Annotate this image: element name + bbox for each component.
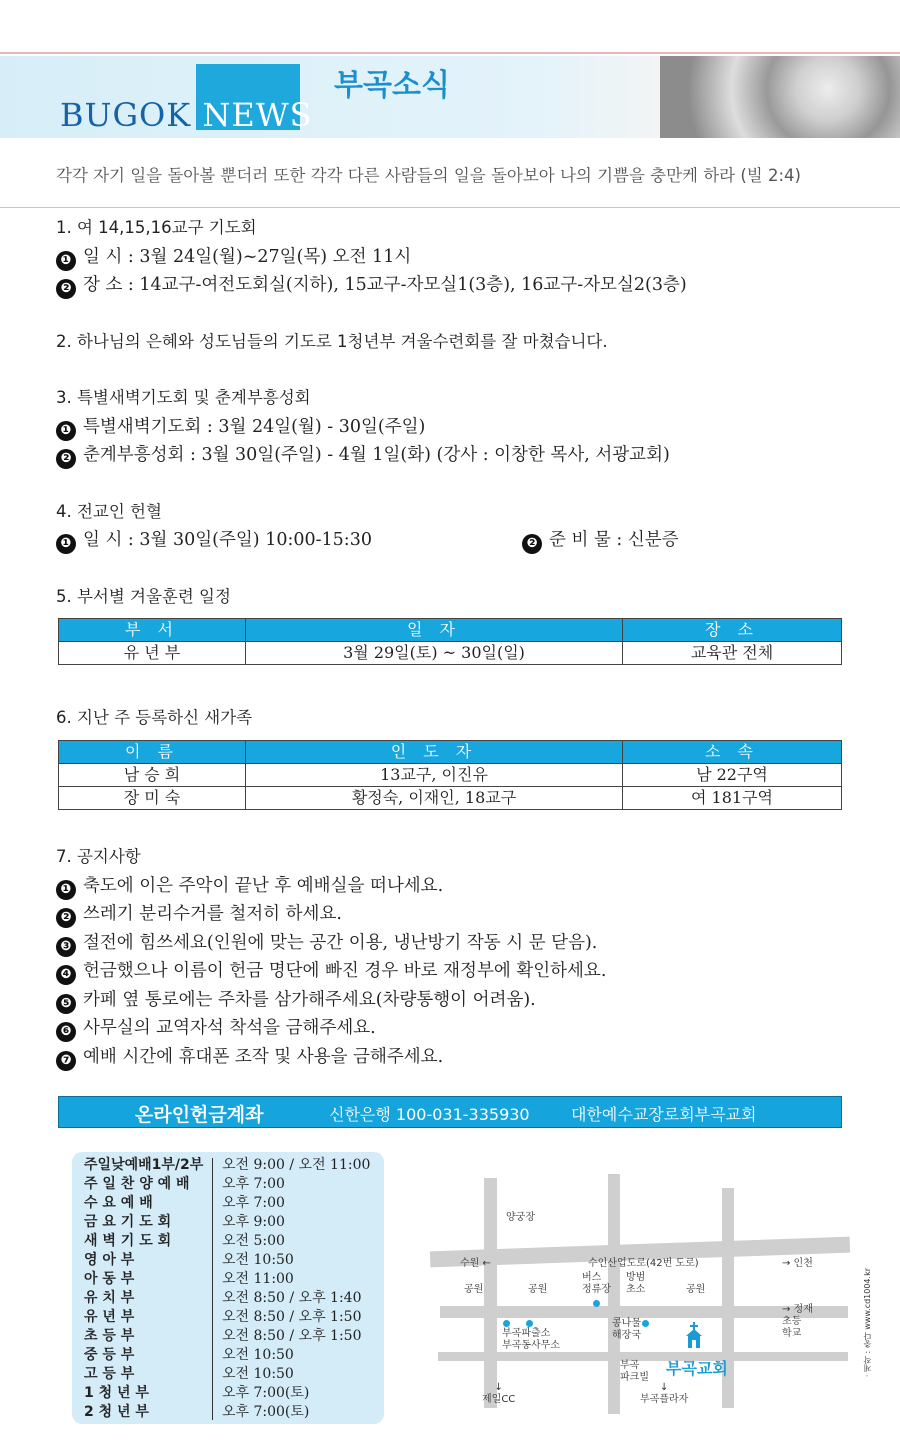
table-row — [59, 787, 842, 810]
table-cell: 남 승 희 — [59, 764, 246, 787]
number-3-icon: ❸ — [56, 937, 76, 957]
notice-item — [56, 1014, 856, 1043]
section-5-title: 5. 부서별 겨울훈련 일정 — [56, 586, 231, 606]
section-3-dawn-prayer: 특별새벽기도회 : 3월 24일(월) - 30일(주일) — [83, 416, 426, 437]
schedule-name: 아 동 부 — [84, 1271, 135, 1287]
schedule-time: 오전 9:00 / 오전 11:00 — [222, 1157, 371, 1173]
map-label: → 인천 — [782, 1258, 813, 1269]
notice-text: 예배 시간에 휴대폰 조작 및 사용을 금해주세요. — [83, 1046, 444, 1067]
table-cell: 13교구, 이진유 — [246, 764, 623, 787]
notice-item — [56, 929, 856, 958]
bank-account: 신한은행 100-031-335930 — [329, 1105, 530, 1124]
number-2-icon: ❷ — [56, 449, 76, 469]
schedule-time: 오전 10:50 — [222, 1366, 294, 1382]
online-offering-banner — [58, 1096, 842, 1128]
schedule-time: 오전 10:50 — [222, 1347, 294, 1363]
logo-news: NEWS — [202, 96, 313, 134]
schedule-name: 1 청 년 부 — [84, 1385, 149, 1401]
table-row — [59, 764, 842, 787]
section-1-date: 일 시 : 3월 24일(월)~27일(목) 오전 11시 — [83, 246, 412, 267]
table-header: 소 속 — [623, 741, 842, 764]
account-holder: 대한예수교장로회부곡교회 — [571, 1105, 757, 1124]
notice-item — [56, 957, 856, 986]
table-header: 인 도 자 — [246, 741, 623, 764]
table-header: 장 소 — [623, 619, 842, 642]
table-cell: 유 년 부 — [59, 642, 246, 665]
schedule-name: 초 등 부 — [84, 1328, 135, 1344]
table-cell: 남 22구역 — [623, 764, 842, 787]
number-1-icon: ❶ — [56, 421, 76, 441]
table-cell: 3월 29일(토) ~ 30일(일) — [246, 642, 623, 665]
map-label: → 정재 초등 학교 — [782, 1304, 813, 1339]
map-label: 콩나물 해장국 — [612, 1318, 641, 1341]
schedule-name: 유 년 부 — [84, 1309, 135, 1325]
page-title: 부곡소식 — [334, 68, 450, 103]
schedule-name: 영 아 부 — [84, 1252, 135, 1268]
table-header: 일 자 — [246, 619, 623, 642]
schedule-name: 주 일 찬 양 예 배 — [84, 1176, 190, 1192]
online-offering-label: 온라인헌금계좌 — [135, 1104, 264, 1126]
section-4-prep — [522, 526, 679, 555]
schedule-name: 금 요 기 도 회 — [84, 1214, 172, 1230]
bible-verse: 각각 자기 일을 돌아볼 뿐더러 또한 각각 다른 사람들의 일을 돌아보아 나의 기쁨을 충만케 하라 (빌 2:4) — [56, 166, 801, 185]
map-label: 버스 정류장 — [582, 1272, 611, 1295]
schedule-name: 주일낮예배1부/2부 — [84, 1157, 204, 1173]
news-content — [56, 214, 856, 611]
section-3-line-2 — [56, 441, 856, 470]
map-road — [484, 1178, 497, 1408]
map-label: 부곡 파크빌 — [620, 1360, 649, 1383]
church-icon — [684, 1322, 704, 1348]
map-label: 공원 — [464, 1284, 484, 1295]
section-1-place: 장 소 : 14교구-여전도회실(지하), 15교구-자모실1(3층), 16교구-자모실2(3층) — [83, 275, 687, 295]
location-map — [430, 1174, 860, 1424]
notice-item — [56, 872, 856, 901]
table-header: 이 름 — [59, 741, 246, 764]
notice-text: 사무실의 교역자석 착석을 금해주세요. — [83, 1018, 376, 1038]
section-7 — [56, 843, 856, 1071]
map-marker-icon — [593, 1300, 600, 1307]
schedule-time: 오전 8:50 / 오후 1:40 — [222, 1290, 362, 1306]
section-4-line — [56, 526, 856, 555]
notice-item — [56, 986, 856, 1015]
map-label: 양궁장 — [506, 1212, 535, 1223]
section-7-title: 7. 공지사항 — [56, 847, 141, 866]
notice-text: 카페 옆 통로에는 주차를 삼가해주세요(차량통행이 어려움). — [83, 989, 536, 1010]
section-4-date: 일 시 : 3월 30일(주일) 10:00-15:30 — [83, 530, 372, 550]
header-divider — [0, 207, 900, 208]
table-cell: 황정숙, 이재인, 18교구 — [246, 787, 623, 810]
schedule-time: 오후 7:00 — [222, 1176, 285, 1192]
map-label: 수인산업도로(42번 도로) — [588, 1258, 699, 1269]
logo — [60, 96, 313, 134]
table-row — [59, 642, 842, 665]
schedule-name: 새 벽 기 도 회 — [84, 1233, 172, 1249]
schedule-time: 오후 7:00(토) — [222, 1404, 310, 1420]
number-2-icon: ❷ — [522, 534, 542, 554]
schedule-name: 중 등 부 — [84, 1347, 135, 1363]
schedule-name: 고 등 부 — [84, 1366, 135, 1382]
map-label: 수원 ← — [460, 1258, 491, 1269]
church-name: 부곡교회 — [666, 1359, 728, 1378]
number-1-icon: ❶ — [56, 534, 76, 554]
table-header: 부 서 — [59, 619, 246, 642]
map-label: ↓ 부곡플라자 — [640, 1382, 689, 1405]
notice-text: 헌금했으나 이름이 헌금 명단에 빠진 경우 바로 재정부에 확인하세요. — [83, 961, 607, 981]
map-label: ↓ 제일CC — [482, 1382, 516, 1405]
schedule-time: 오전 5:00 — [222, 1233, 285, 1249]
table-cell: 교육관 전체 — [623, 642, 842, 665]
schedule-name: 수 요 예 배 — [84, 1195, 153, 1211]
schedule-divider — [212, 1158, 213, 1420]
header-photo — [660, 56, 900, 138]
section-4-items: 준 비 물 : 신분증 — [549, 530, 679, 550]
number-7-icon: ❼ — [56, 1051, 76, 1071]
number-2-icon: ❷ — [56, 908, 76, 928]
section-4-title: 4. 전교인 헌혈 — [56, 501, 162, 521]
schedule-time: 오전 8:50 / 오후 1:50 — [222, 1328, 362, 1344]
schedule-time: 오후 7:00(토) — [222, 1385, 310, 1401]
section-1-line-2 — [56, 271, 856, 300]
table-cell: 여 181구역 — [623, 787, 842, 810]
new-family-table — [58, 740, 842, 810]
notice-item — [56, 900, 856, 929]
top-rule — [0, 52, 900, 54]
map-label: 부곡파출소 부곡동사무소 — [502, 1328, 560, 1351]
section-3-revival: 춘계부흥성회 : 3월 30일(주일) - 4월 1일(화) (강사 : 이창한 목사, 서광교회) — [83, 445, 670, 465]
schedule-name: 2 청 년 부 — [84, 1404, 149, 1420]
number-2-icon: ❷ — [56, 279, 76, 299]
schedule-time: 오후 7:00 — [222, 1195, 285, 1211]
number-1-icon: ❶ — [56, 880, 76, 900]
section-6 — [56, 704, 856, 733]
credit: · 제작 : 충다 www.cd1004.kr — [863, 1268, 872, 1378]
section-3-line-1 — [56, 413, 856, 442]
schedule-time: 오후 9:00 — [222, 1214, 285, 1230]
number-4-icon: ❹ — [56, 965, 76, 985]
map-label: 공원 — [528, 1284, 548, 1295]
schedule-time: 오전 11:00 — [222, 1271, 294, 1287]
map-label: 공원 — [686, 1284, 706, 1295]
section-1-title: 1. 여 14,15,16교구 기도회 — [56, 218, 257, 237]
section-6-title: 6. 지난 주 등록하신 새가족 — [56, 708, 253, 727]
schedule-time: 오전 8:50 / 오후 1:50 — [222, 1309, 362, 1325]
number-5-icon: ❺ — [56, 994, 76, 1014]
worship-schedule — [72, 1152, 384, 1424]
notice-text: 절전에 힘쓰세요(인원에 맞는 공간 이용, 냉난방기 작동 시 문 닫음). — [83, 932, 598, 953]
map-marker-icon — [503, 1320, 510, 1327]
map-marker-icon — [526, 1320, 533, 1327]
number-1-icon: ❶ — [56, 251, 76, 271]
logo-bugok: BUGOK — [60, 96, 192, 134]
map-label: 방범 초소 — [626, 1272, 646, 1295]
section-3-title: 3. 특별새벽기도회 및 춘계부흥성회 — [56, 388, 311, 407]
section-2-title: 2. 하나님의 은혜와 성도님들의 기도로 1청년부 겨울수련회를 잘 마쳤습니다. — [56, 331, 608, 351]
schedule-name: 유 치 부 — [84, 1290, 135, 1306]
map-marker-icon — [642, 1320, 649, 1327]
notice-item — [56, 1043, 856, 1072]
notice-text: 쓰레기 분리수거를 철저히 하세요. — [83, 904, 342, 924]
number-6-icon: ❻ — [56, 1022, 76, 1042]
section-1-line-1 — [56, 243, 856, 272]
training-table — [58, 618, 842, 665]
table-cell: 장 미 숙 — [59, 787, 246, 810]
schedule-time: 오전 10:50 — [222, 1252, 294, 1268]
notice-text: 축도에 이은 주악이 끝난 후 예배실을 떠나세요. — [83, 875, 444, 896]
